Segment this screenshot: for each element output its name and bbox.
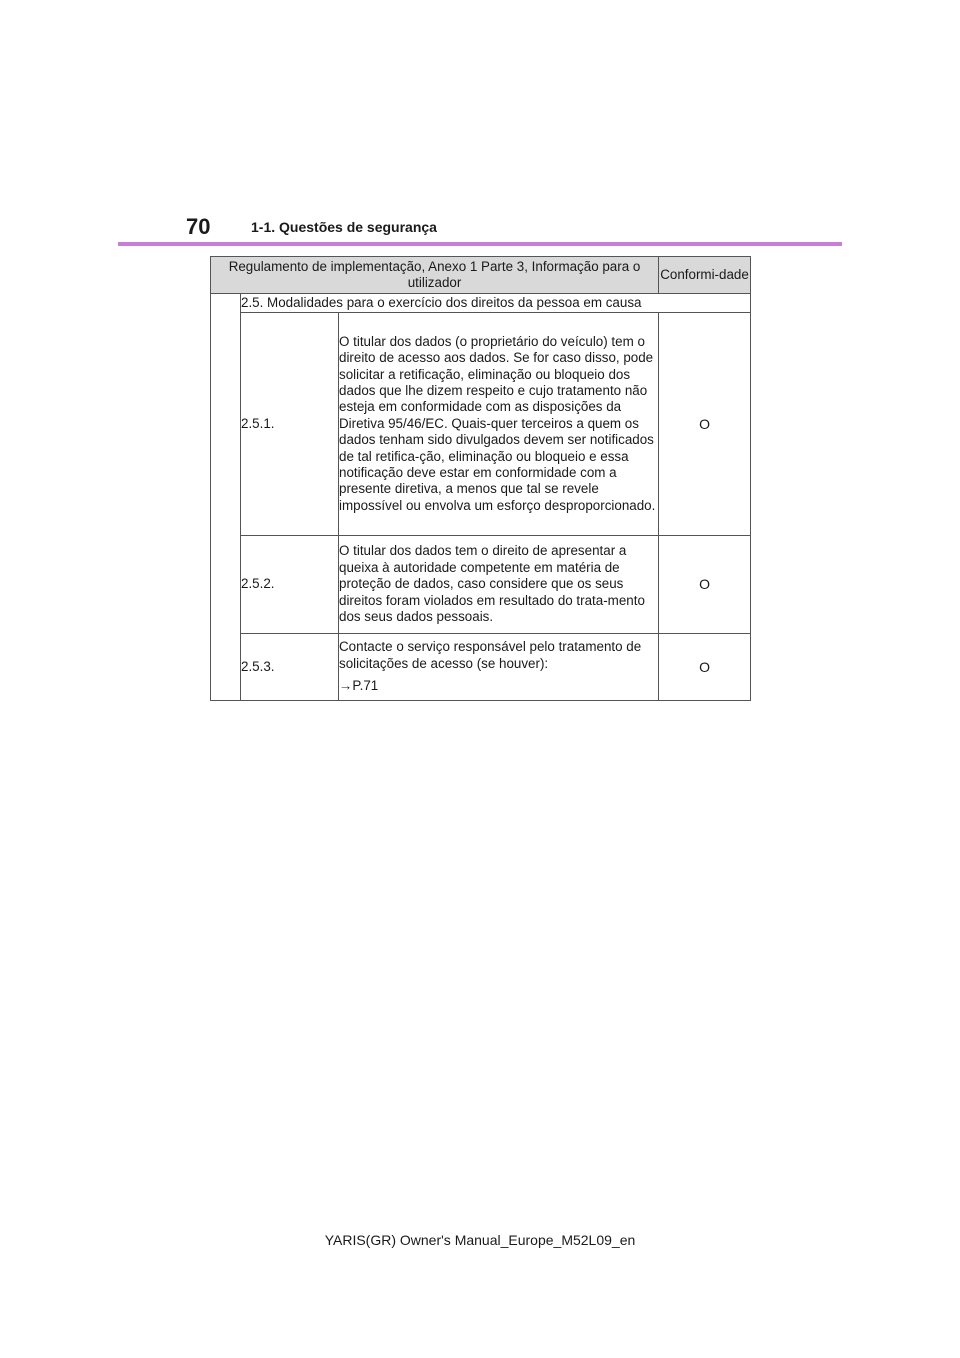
item-conformity: O (659, 313, 751, 536)
table-row (211, 536, 751, 634)
item-description-cell (339, 634, 659, 701)
indent-cell (211, 294, 241, 701)
table-row (211, 313, 751, 536)
header-divider (118, 242, 842, 246)
page-reference-link[interactable]: →P.71 (339, 678, 379, 694)
item-conformity: O (659, 536, 751, 634)
section-title: 1-1. Questões de segurança (251, 219, 437, 235)
item-number: 2.5.2. (241, 536, 339, 634)
item-description: Contacte o serviço responsável pelo tratamento de solicitações de acesso (se houver): (339, 639, 642, 671)
column-header-conformity: Conformi-dade (659, 257, 751, 294)
item-number: 2.5.3. (241, 634, 339, 701)
regulation-table (210, 256, 751, 701)
item-description: O titular dos dados tem o direito de apresentar a queixa à autoridade competente em matéria de proteção de dados, caso considere que os seus direitos foram violados em resultado do trata-mento dos seus dados pessoais. (339, 536, 659, 634)
group-title-row (211, 294, 751, 313)
footer-manual-id: YARIS(GR) Owner's Manual_Europe_M52L09_en (324, 1232, 636, 1248)
item-description: O titular dos dados (o proprietário do veículo) tem o direito de acesso aos dados. Se for caso disso, pode solicitar a retificação, eliminação ou bloqueio dos dados que lhe dizem respeito e cujo tratamento não esteja em conformidade com as disposições da Diretiva 95/46/EC. Quais-quer terceiros a quem os dados tenham sido divulgados devem ser notificados de tal retifica-ção, eliminação ou bloqueio e essa notificação deve estar em conformidade com a presente diretiva, a menos que tal se revele impossível ou envolva um esforço desproporcionado. (339, 313, 659, 536)
group-title: 2.5. Modalidades para o exercício dos direitos da pessoa em causa (241, 294, 751, 313)
column-header-regulation: Regulamento de implementação, Anexo 1 Parte 3, Informação para o utilizador (211, 257, 659, 294)
table-row (211, 634, 751, 701)
item-number: 2.5.1. (241, 313, 339, 536)
table-header-row (211, 257, 751, 294)
page-number: 70 (186, 214, 211, 239)
item-conformity: O (659, 634, 751, 701)
